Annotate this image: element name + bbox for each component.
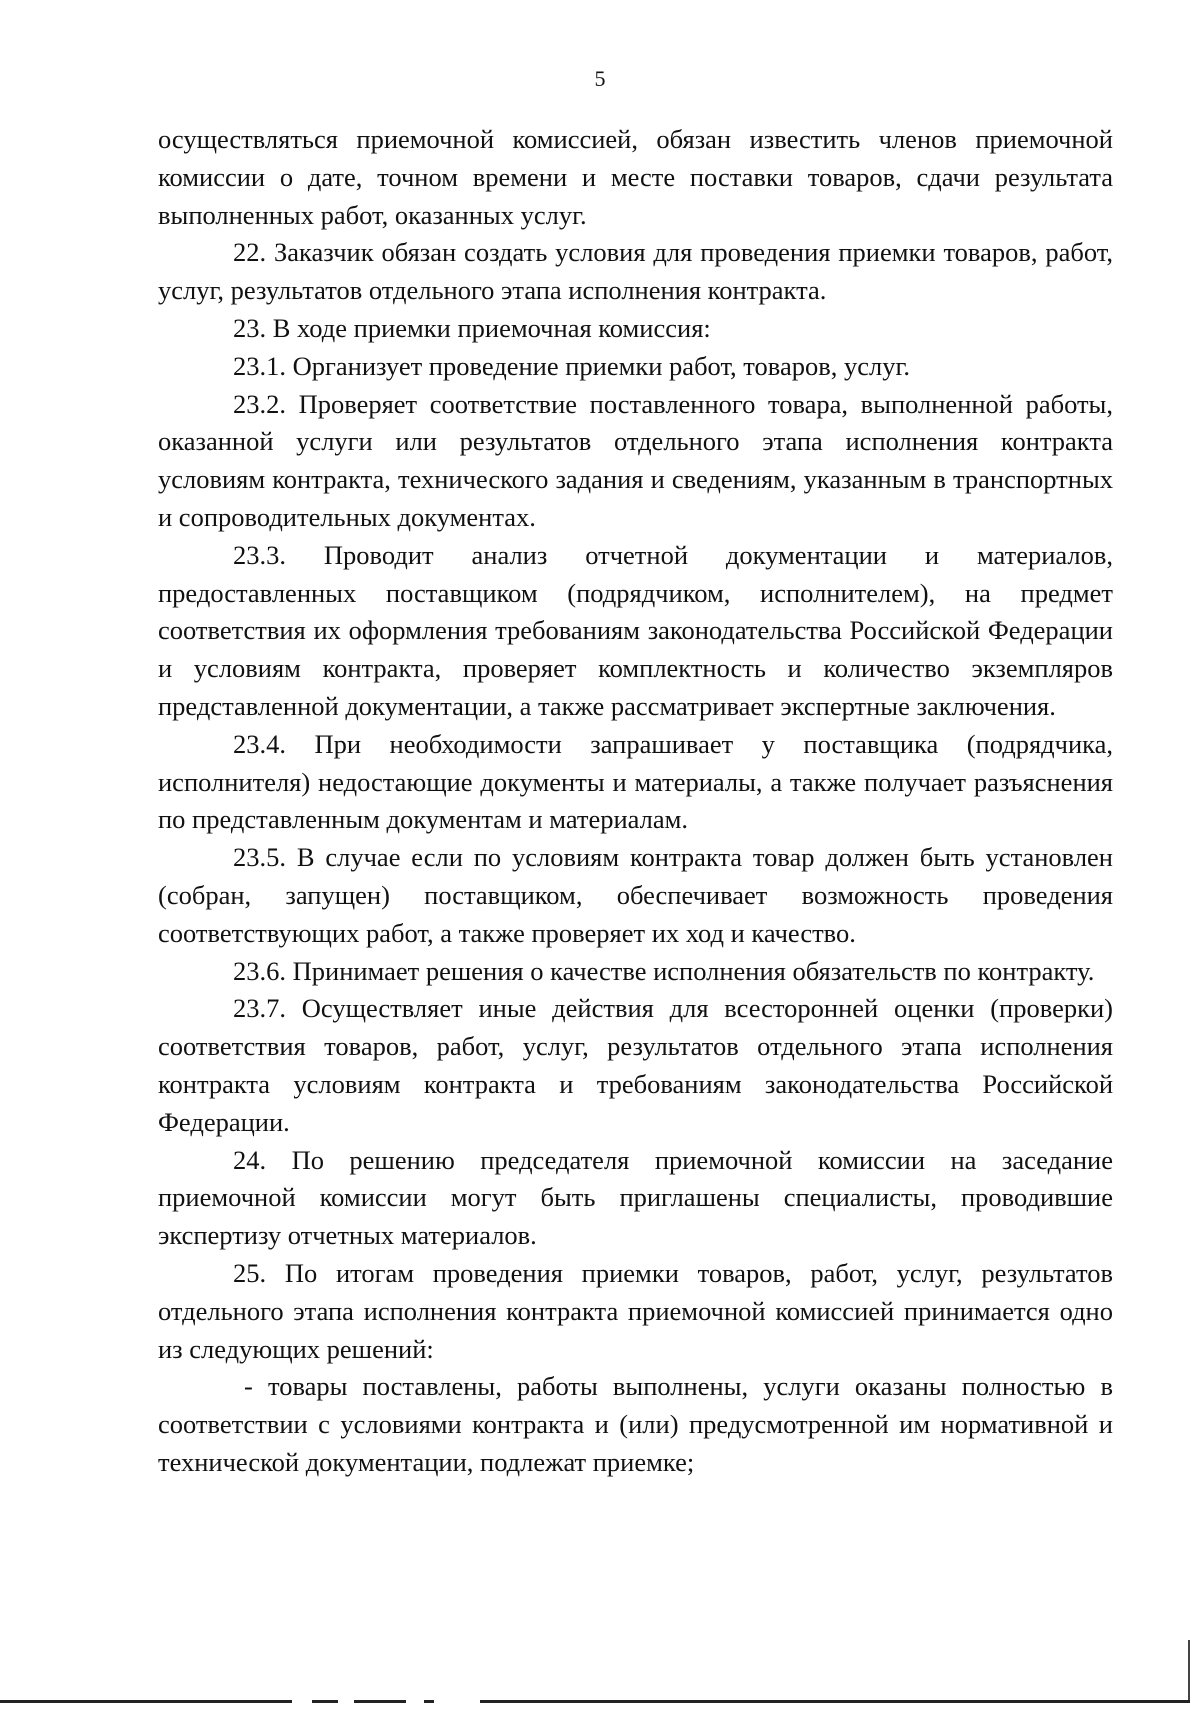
paragraph-24: 24. По решению председателя приемочной комиссии на заседание приемочной комиссии могут быть приглашены специалисты, проводившие экспертизу отчетных материалов. [158, 1144, 1113, 1251]
scan-edge-line [0, 1700, 292, 1703]
page-number: 5 [594, 66, 606, 91]
paragraph-23-6: 23.6. Принимает решения о качестве исполнения обязательств по контракту. [233, 955, 1095, 986]
scan-edge-line [354, 1700, 406, 1703]
paragraph-23-5: 23.5. В случае если по условиям контракта товар должен быть установлен (собран, запущен) поставщиком, обеспечивает возможность проведения соответствующих работ, а также проверяет их ход и качество. [158, 842, 1113, 948]
paragraph-23: 23. В ходе приемки приемочная комиссия: [233, 312, 711, 343]
paragraph-23-1: 23.1. Организует проведение приемки работ, товаров, услуг. [233, 350, 910, 381]
paragraph-23-3: 23.3. Проводит анализ отчетной документации и материалов, предоставленных поставщиком (подрядчиком, исполнителем), на предмет соответствия их оформления требованиям законодательства Российской Федерации и условиям контракта, проверяет комплектность и количество экземпляров представленной документации, а также рассматривает экспертные заключения. [158, 539, 1113, 721]
paragraph-22: 22. Заказчик обязан создать условия для проведения приемки товаров, работ, услуг, результатов отдельного этапа исполнения контракта. [158, 237, 1113, 306]
paragraph-23-7: 23.7. Осуществляет иные действия для всесторонней оценки (проверки) соответствия товаров, работ, услуг, результатов отдельного этапа исполнения контракта условиям контракта и требованиям законодательства Российской Федерации. [158, 993, 1113, 1137]
paragraph-continuation: осуществляться приемочной комиссией, обязан известить членов приемочной комиссии о дате, точном времени и месте поставки товаров, сдачи результата выполненных работ, оказанных услуг. [158, 124, 1113, 230]
document-body [158, 121, 1113, 1482]
paragraph-25: 25. По итогам проведения приемки товаров, работ, услуг, результатов отдельного этапа исполнения контракта приемочной комиссией принимается одно из следующих решений: [158, 1257, 1113, 1364]
paragraph-23-2: 23.2. Проверяет соответствие поставленного товара, выполненной работы, оказанной услуги или результатов отдельного этапа исполнения контракта условиям контракта, технического задания и сведениям, указанным в транспортных и сопроводительных документах. [158, 388, 1113, 532]
scan-edge-line [312, 1700, 338, 1703]
paragraph-23-4: 23.4. При необходимости запрашивает у поставщика (подрядчика, исполнителя) недостающие документы и материалы, а также получает разъяснения по представленным документам и материалам. [158, 728, 1113, 835]
scan-edge-line [480, 1700, 1190, 1703]
scan-edge-line [424, 1700, 434, 1703]
scan-side-line [1188, 1640, 1190, 1700]
list-item-decision: - товары поставлены, работы выполнены, услуги оказаны полностью в соответствии с условиями контракта и (или) предусмотренной им нормативной и технической документации, подлежат приемке; [158, 1371, 1113, 1477]
